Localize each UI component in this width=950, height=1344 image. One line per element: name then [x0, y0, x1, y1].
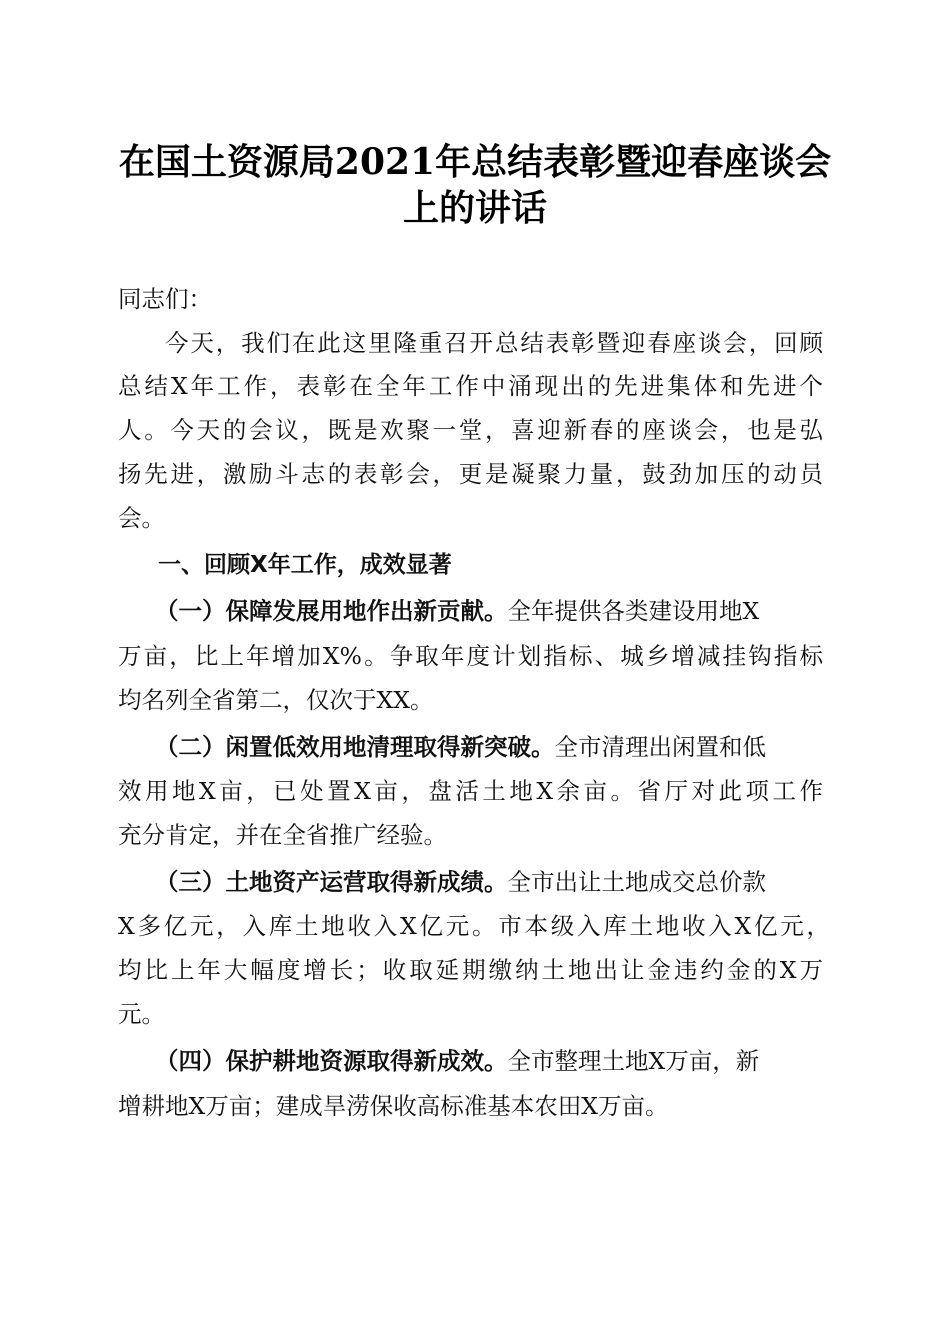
item-1-first-line	[155, 595, 827, 627]
intro-line-4: 扬先进，激励斗志的表彰会，更是凝聚力量，鼓劲加压的动员	[118, 460, 823, 488]
item-3-heading: （三）土地资产运营取得新成绩。	[155, 868, 508, 896]
item-2-first-line-text: 全市清理出闲置和低	[554, 733, 766, 761]
intro-line-2: 总结X年工作，表彰在全年工作中涌现出的先进集体和先进个	[118, 372, 823, 400]
intro-line-1: 今天，我们在此这里隆重召开总结表彰暨迎春座谈会，回顾	[165, 329, 823, 357]
item-1-heading: （一）保障发展用地作出新贡献。	[155, 597, 508, 625]
item-4-first-line	[155, 1045, 827, 1077]
document-title-line-2: 上的讲话	[402, 187, 547, 229]
intro-line-3: 人。今天的会议，既是欢聚一堂，喜迎新春的座谈会，也是弘	[118, 416, 823, 444]
section-1-heading: 一、回顾X年工作，成效显著	[158, 552, 452, 578]
item-1-line-3: 均名列全省第二，仅次于XX。	[118, 686, 434, 714]
document-title-line-1: 在国土资源局2021年总结表彰暨迎春座谈会	[118, 141, 832, 183]
item-3-first-line	[155, 866, 827, 898]
item-4-first-line-text: 全市整理土地X万亩，新	[507, 1047, 760, 1075]
item-1-line-2: 万亩，比上年增加X%。争取年度计划指标、城乡增减挂钩指标	[118, 642, 823, 670]
item-2-line-2: 效用地X亩，已处置X亩，盘活土地X余亩。省厅对此项工作	[118, 777, 823, 805]
item-3-first-line-text: 全市出让土地成交总价款	[507, 868, 766, 896]
item-4-heading: （四）保护耕地资源取得新成效。	[155, 1047, 508, 1075]
item-3-line-4: 元。	[118, 1000, 165, 1028]
item-2-heading: （二）闲置低效用地清理取得新突破。	[155, 733, 555, 761]
item-4-line-2: 增耕地X万亩；建成旱涝保收高标准基本农田X万亩。	[118, 1092, 669, 1120]
intro-line-5: 会。	[118, 504, 165, 532]
item-3-line-2: X多亿元，入库土地收入X亿元。市本级入库土地收入X亿元，	[118, 912, 830, 940]
salutation: 同志们：	[118, 285, 212, 313]
item-3-line-3: 均比上年大幅度增长；收取延期缴纳土地出让金违约金的X万	[118, 956, 823, 984]
item-1-first-line-text: 全年提供各类建设用地X	[507, 597, 760, 625]
item-2-first-line	[155, 731, 827, 763]
item-2-line-3: 充分肯定，并在全省推广经验。	[118, 821, 447, 849]
